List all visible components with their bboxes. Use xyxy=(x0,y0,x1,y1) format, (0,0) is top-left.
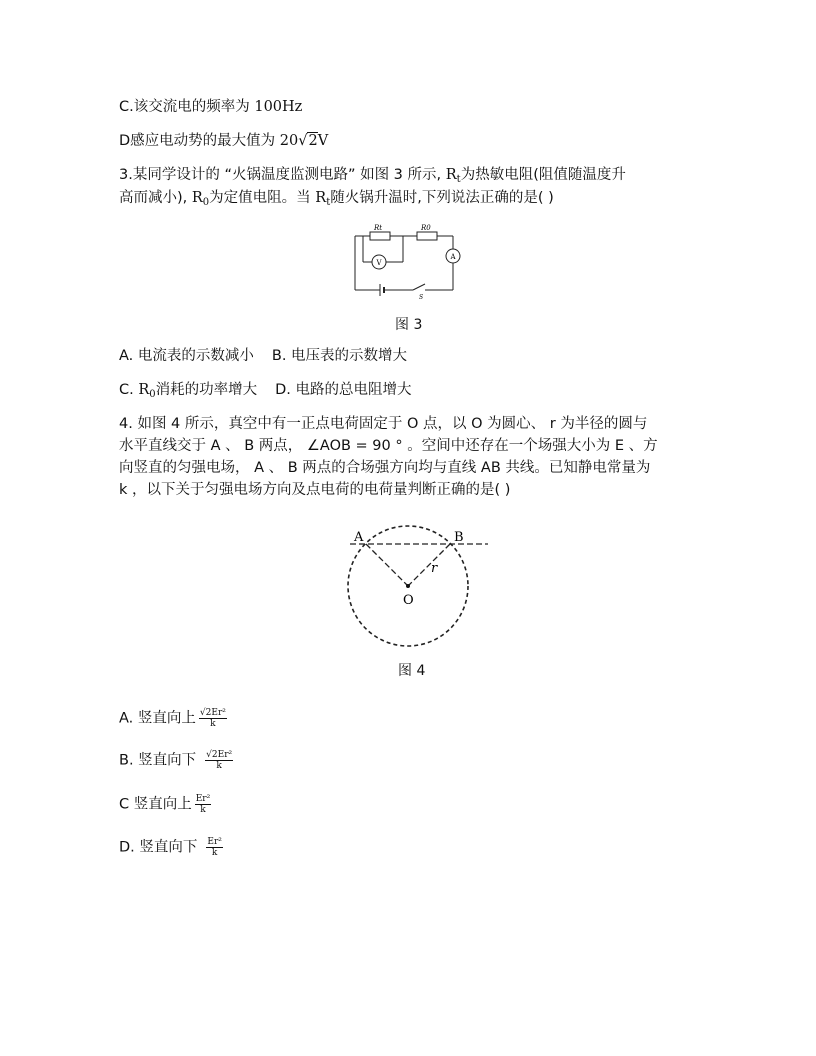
numerator: Er² xyxy=(207,837,222,847)
symbol-r: R xyxy=(191,190,203,206)
label-rt: Rt xyxy=(374,224,383,232)
denominator: k xyxy=(211,848,218,858)
sqrt-sign: √ xyxy=(298,133,308,149)
option-text: D感应电动势的最大值为 xyxy=(119,133,276,149)
option-value xyxy=(280,133,328,149)
subscript: t xyxy=(326,197,331,208)
q3-options-ab xyxy=(119,347,407,365)
option-value: 100Hz xyxy=(254,99,303,115)
q4-option-b xyxy=(119,750,233,771)
option-a: A. 电流表的示数减小 xyxy=(119,348,254,364)
option-c-frequency xyxy=(119,98,302,116)
q4-stem-line-1: 4. 如图 4 所示，真空中有一正点电荷固定于 O 点，以 O 为圆心、 r 为半径的圆与 xyxy=(119,416,648,432)
q4-stem-line-4: k ，以下关于匀强电场方向及点电荷的电荷量判断正确的是( ) xyxy=(119,482,511,498)
q3-stem-line-2 xyxy=(119,189,554,212)
fraction xyxy=(199,708,227,729)
option-c: 消耗的功率增大 xyxy=(155,382,258,398)
figure-4-caption: 图 4 xyxy=(398,663,426,679)
circuit-diagram xyxy=(345,222,465,302)
sqrt-sign: √ xyxy=(206,750,212,760)
fraction xyxy=(206,837,222,858)
fraction xyxy=(195,794,211,815)
symbol-r: R xyxy=(315,190,327,206)
circle-field-diagram xyxy=(330,512,500,662)
radicand: 2 xyxy=(308,133,318,149)
option-text: A. 竖直向上 xyxy=(119,710,196,727)
coefficient: 20 xyxy=(279,133,299,149)
point-a-label: A xyxy=(354,530,364,545)
numerator: Er² xyxy=(211,708,226,718)
option-b: B. 电压表的示数增大 xyxy=(271,348,408,364)
point-o-label: O xyxy=(403,593,414,608)
point-b-label: B xyxy=(454,530,464,545)
option-text: D. 竖直向下 xyxy=(119,839,198,856)
option-text: B. 竖直向下 xyxy=(119,752,197,769)
symbol-r: R xyxy=(445,167,457,183)
numerator: Er² xyxy=(217,750,233,760)
q4-stem-line-3: 向竖直的匀强电场， A 、 B 两点的合场强方向均与直线 AB 共线。已知静电常量为 xyxy=(119,460,651,476)
subscript: t xyxy=(456,174,461,185)
option-d: D. 电路的总电阻增大 xyxy=(275,382,412,398)
numerator: Er² xyxy=(195,794,211,804)
q4-option-d xyxy=(119,837,223,858)
sqrt-sign: √ xyxy=(199,708,206,718)
radius-label: r xyxy=(431,561,438,576)
q4-stem-line-2: 水平直线交于 A 、 B 两点， ∠AOB = 90 ° 。空间中还存在一个场强大小为 E 、方 xyxy=(119,438,658,454)
fraction xyxy=(205,750,233,771)
voltmeter-label: V xyxy=(376,259,382,267)
switch-label: S xyxy=(419,294,424,301)
subscript: 0 xyxy=(202,197,210,208)
radicand: 2 xyxy=(205,708,212,718)
denominator: k xyxy=(210,719,216,729)
unit: V xyxy=(317,133,329,149)
denominator: k xyxy=(200,805,206,815)
label-r0: R0 xyxy=(421,224,431,232)
text: 为定值电阻。当 xyxy=(209,190,316,206)
figure-3-caption: 图 3 xyxy=(395,317,423,333)
q4-option-c xyxy=(119,794,211,815)
text: 高而减小), xyxy=(119,190,192,206)
symbol-r: R xyxy=(138,382,150,398)
q3-options-cd xyxy=(119,381,412,404)
text: 3.某同学设计的 “火锅温度监测电路” 如图 3 所示, xyxy=(119,167,446,183)
option-text: C 竖直向上 xyxy=(119,796,192,813)
text: 为热敏电阻(阻值随温度升 xyxy=(460,167,626,183)
option-c-prefix: C. xyxy=(119,382,139,398)
text: 随火锅升温时,下列说法正确的是( ) xyxy=(330,190,554,206)
subscript: 0 xyxy=(149,389,156,400)
radicand: 2 xyxy=(211,750,218,760)
denominator: k xyxy=(216,761,222,771)
ammeter-label: A xyxy=(450,253,456,261)
q4-option-a xyxy=(119,708,227,729)
option-text: C.该交流电的频率为 xyxy=(119,99,250,115)
q3-stem-line-1 xyxy=(119,166,626,189)
option-d-emf xyxy=(119,132,328,150)
